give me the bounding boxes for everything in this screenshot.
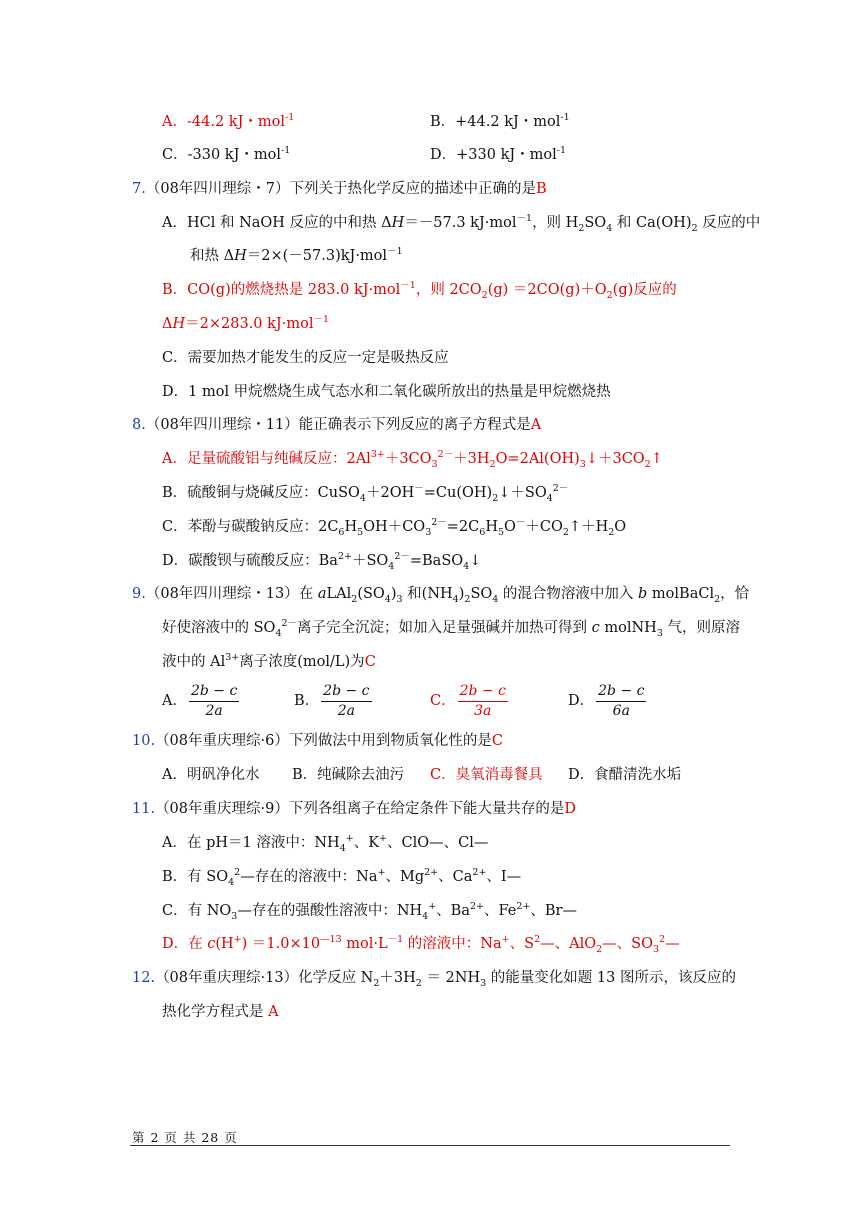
q7-option-a: A．HCl 和 NaOH 反应的中和热 ΔH＝－57.3 kJ·mol$^{-1}$，则 $H_2SO_4$ 和 $Ca(OH)_2$ 反应的中 — [162, 213, 761, 234]
q9-option-a: A． $\frac{2b - c}{2a}$ — [162, 683, 238, 719]
q8-option-c: C．苯酚与碳酸钠反应：$2C_6H_5OH+CO_3^{2-}=2C_6H_5O^-+CO_2↑+H_2O$ — [162, 517, 627, 538]
q6-option-a: A．-44.2 kJ・mol$^{-1}$ — [162, 112, 295, 130]
q6-option-b: B．+44.2 kJ・mol$^{-1}$ — [430, 112, 570, 130]
q10-answer: C — [491, 733, 503, 749]
q10-stem: 10.（08年重庆理综·6）下列做法中用到物质氧化性的是C — [132, 733, 503, 749]
q6-option-d: D．+330 kJ・mol$^{-1}$ — [430, 145, 567, 163]
q11-option-b: B．有 $SO_4^2—$存在的溶液中：Na+、$Mg^{2+}$、$Ca^{2+}$、I— — [162, 867, 522, 888]
q7-option-b: B．CO(g)的燃烧热是 283.0 kJ·mol$^{-1}$，则 $2CO_2(g) =2CO(g)+O_2(g)$反应的 — [162, 280, 677, 301]
q9-stem-line3: 液中的 $Al^{3+}$离子浓度(mol/L)为C — [162, 652, 376, 670]
q7-option-d: D．1 mol 甲烷燃烧生成气态水和二氧化碳所放出的热量是甲烷燃烧热 — [162, 384, 611, 400]
q7-option-a-cont: 和热 ΔH＝2×(－57.3)kJ·mol$^{-1}$ — [190, 246, 403, 264]
q8-option-a: A．足量硫酸铝与纯碱反应：$2Al^{3+}+3CO_3^{2-}+3H_2O=2Al(OH)_3↓+3CO_2↑$ — [162, 449, 663, 470]
q9-stem-line2: 好使溶液中的 $SO_4^{2-}$离子完全沉淀；如加入足量强碱并加热可得到 c molNH$_3$ 气，则原溶 — [162, 618, 740, 639]
q8-option-b: B．硫酸铜与烧碱反应：$CuSO_4+2OH^-=Cu(OH)_2↓+SO_4^{2-}$ — [162, 483, 569, 504]
q12-answer: A — [268, 1004, 279, 1020]
q10-option-d: D．食醋清洗水垢 — [568, 767, 682, 783]
q8-answer: A — [530, 417, 542, 433]
q11-option-c: C．有 $NO_3—$存在的强酸性溶液中：$NH_4^+$、$Ba^{2+}$、$Fe^{2+}$、Br— — [162, 901, 577, 922]
q9-stem-line1: 9.（08年四川理综・13）在 $aLAl_2(SO_4)_3$ 和$(NH_4)_2SO_4$ 的混合物溶液中加入 b molBaCl$_2$，恰 — [132, 586, 750, 605]
q6-option-c: C．-330 kJ・mol$^{-1}$ — [162, 145, 291, 163]
q10-option-b: B．纯碱除去油污 — [292, 767, 405, 783]
q10-number: 10. — [132, 733, 156, 749]
q11-answer: D — [564, 801, 576, 817]
q11-stem: 11.（08年重庆理综·9）下列各组离子在给定条件下能大量共存的是D — [132, 801, 576, 817]
q9-answer: C — [364, 654, 376, 670]
q7-option-b-cont: ΔH＝2×283.0 kJ·mol$^{-1}$ — [162, 314, 330, 332]
q12-stem-line2: 热化学方程式是 A — [162, 1004, 279, 1020]
q9-number: 9. — [132, 586, 146, 602]
q11-option-d: D．在 $c(H^+) =1.0\times 10^{—13}$ $mol\cdot L^{-1}$ 的溶液中：Na+、$S^2—$、AlO$_2$—、$SO_3^2—$ — [162, 934, 680, 955]
q12-number: 12. — [132, 970, 156, 986]
q7-answer: B — [536, 181, 547, 197]
q9-option-b: B． $\frac{2b - c}{2a}$ — [294, 683, 370, 719]
q7-number: 7. — [132, 181, 146, 197]
q8-option-d: D．碳酸钡与硫酸反应：$Ba^{2+}+SO_4^{2-}=BaSO_4↓$ — [162, 551, 482, 572]
page-footer: 第 2 页 共 28 页 — [132, 1130, 238, 1145]
q11-number: 11. — [132, 801, 156, 817]
q9-option-d: D． $\frac{2b - c}{6a}$ — [568, 683, 645, 719]
q7-stem: 7.（08年四川理综・7）下列关于热化学反应的描述中正确的是B — [132, 181, 547, 197]
q7-option-c: C．需要加热才能发生的反应一定是吸热反应 — [162, 350, 449, 366]
q11-option-a: A．在 pH＝1 溶液中：$NH_4^+$、K+、ClO—、Cl— — [162, 833, 489, 854]
q12-stem-line1: 12.（08年重庆理综·13）化学反应 $N_2+3H_2 = 2NH_3$ 的能量变化如题 13 图所示，该反应的 — [132, 970, 736, 989]
q8-stem: 8.（08年四川理综・11）能正确表示下列反应的离子方程式是A — [132, 417, 542, 433]
q9-option-c: C． $\frac{2b - c}{3a}$ — [430, 683, 506, 719]
q10-option-a: A．明矾净化水 — [162, 767, 260, 783]
q10-option-c: C．臭氧消毒餐具 — [430, 767, 543, 783]
footer-divider — [130, 1145, 730, 1146]
q8-number: 8. — [132, 417, 146, 433]
